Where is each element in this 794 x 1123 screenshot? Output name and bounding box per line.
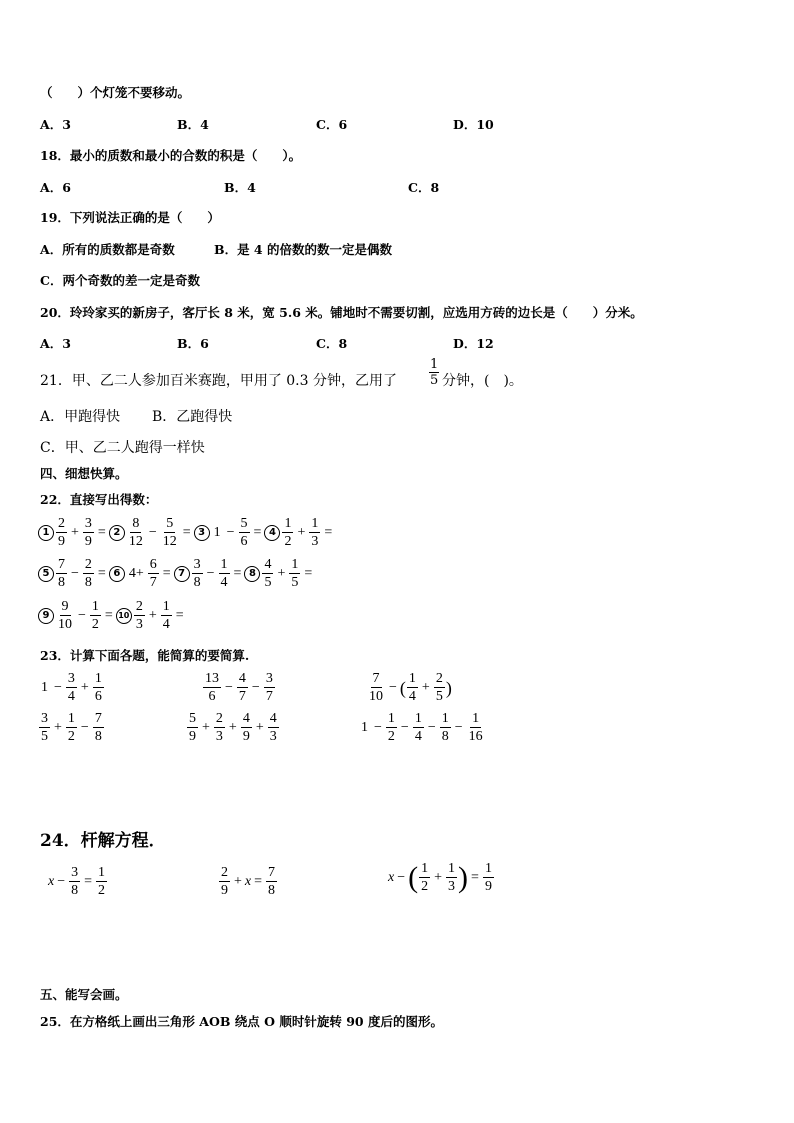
q22-label-3: 3 bbox=[194, 525, 210, 541]
q25-stem: 25．在方格纸上画出三角形 AOB 绕点 O 顺时针旋转 90 度后的图形。 bbox=[40, 1014, 443, 1029]
q17-option-b: B．4 bbox=[177, 117, 209, 132]
q18-option-b: B．4 bbox=[224, 180, 256, 195]
fraction: $\frac{6}{7}$ bbox=[149, 557, 157, 590]
q18-option-a: A．6 bbox=[40, 180, 71, 195]
q21-option-b: B．乙跑得快 bbox=[152, 409, 233, 425]
fraction: $\frac{5}{12}$ bbox=[162, 516, 177, 549]
q19-option-c: C．两个奇数的差一定是奇数 bbox=[40, 273, 200, 288]
q23-expr-3: $\frac{7}{10}$ − ( $\frac{1}{4}$ + $\frac{2}{5}$ ) bbox=[369, 671, 452, 704]
fraction: $\frac{1}{4}$ bbox=[162, 599, 170, 632]
q22-label-7: 7 bbox=[174, 566, 190, 582]
fraction: $\frac{1}{3}$ bbox=[311, 516, 319, 549]
fraction: $\frac{1}{2}$ bbox=[284, 516, 292, 549]
fraction: $\frac{1}{2}$ bbox=[91, 599, 99, 632]
q22-label-1: 1 bbox=[38, 525, 54, 541]
q24-equation-3: x − ( $\frac{1}{2}$ + $\frac{1}{3}$ ) = $\frac{1}{9}$ bbox=[388, 861, 492, 894]
fraction: $\frac{1}{5}$ bbox=[291, 557, 299, 590]
q18-option-c: C．8 bbox=[408, 180, 440, 195]
fraction: $\frac{2}{9}$ bbox=[58, 516, 65, 549]
q22-row-2: 5 $\frac{7}{8}$ − $\frac{2}{8}$ = 6 4+ $\frac{6}{7}$ = 7 $\frac{3}{8}$ − $\frac{1}{4}$ = 8 $\frac{4}{5}$ + $\frac{1}{5}$ = bbox=[38, 558, 315, 590]
fraction: $\frac{8}{12}$ bbox=[128, 516, 143, 549]
q22-stem: 22．直接写出得数： bbox=[40, 492, 158, 507]
q19-option-a: A．所有的质数都是奇数 bbox=[40, 242, 175, 257]
q21-option-c: C．甲、乙二人跑得一样快 bbox=[40, 440, 205, 456]
q22-label-6: 6 bbox=[109, 566, 125, 582]
q23-expr-2: $\frac{13}{6}$ − $\frac{4}{7}$ − $\frac{3}{7}$ bbox=[205, 671, 273, 704]
q23-expr-5: $\frac{5}{9}$ + $\frac{2}{3}$ + $\frac{4}{9}$ + $\frac{4}{3}$ bbox=[189, 711, 277, 744]
fraction: $\frac{3}{9}$ bbox=[84, 516, 92, 549]
q23-stem: 23．计算下面各题，能简算的要简算. bbox=[40, 648, 250, 663]
q22-label-2: 2 bbox=[109, 525, 125, 541]
q19-option-b: B．是 4 的倍数的数一定是偶数 bbox=[214, 242, 392, 257]
q22-label-5: 5 bbox=[38, 566, 54, 582]
fraction: $\frac{7}{8}$ bbox=[58, 557, 65, 590]
q17-option-a: A．3 bbox=[40, 117, 71, 132]
q22-label-9: 9 bbox=[38, 608, 54, 624]
q23-expr-1: 1 − $\frac{3}{4}$ + $\frac{1}{6}$ bbox=[41, 671, 102, 704]
fraction: $\frac{4}{5}$ bbox=[264, 557, 272, 590]
q19-stem: 19．下列说法正确的是（ ） bbox=[40, 210, 220, 225]
q21-frac-num: 1 bbox=[430, 357, 439, 372]
fraction: $\frac{1}{4}$ bbox=[220, 557, 228, 590]
q20-option-b: B．6 bbox=[177, 336, 209, 351]
q22-row-3: 9 $\frac{9}{10}$ − $\frac{1}{2}$ = 10 $\frac{2}{3}$ + $\frac{1}{4}$ = bbox=[38, 600, 187, 632]
q22-label-8: 8 bbox=[244, 566, 260, 582]
fraction: $\frac{2}{3}$ bbox=[135, 599, 143, 632]
fraction: $\frac{9}{10}$ bbox=[58, 599, 72, 632]
q23-expr-6: 1 − $\frac{1}{2}$ − $\frac{1}{4}$ − $\frac{1}{8}$ − $\frac{1}{16}$ bbox=[361, 711, 483, 744]
q17-option-d: D．10 bbox=[453, 117, 494, 132]
fraction: $\frac{2}{8}$ bbox=[84, 557, 92, 590]
q22-label-10: 10 bbox=[116, 608, 132, 624]
q22-row-1: 1 $\frac{2}{9}$ + $\frac{3}{9}$ = 2 $\frac{8}{12}$ − $\frac{5}{12}$ = 3 1 − $\frac{5}{6}$ = 4 $\frac{1}{2}$ + $\frac{1}{3}$ = bbox=[38, 517, 335, 549]
q20-option-a: A．3 bbox=[40, 336, 71, 351]
q21-frac-den: 5 bbox=[430, 373, 439, 388]
q21-stem-b: 分钟，( )。 bbox=[442, 373, 523, 389]
q20-stem: 20．玲玲家买的新房子，客厅长 8 米，宽 5.6 米。铺地时不需要切割，应选用方砖的边长是（ ）分米。 bbox=[40, 305, 643, 320]
q23-expr-4: $\frac{3}{5}$ + $\frac{1}{2}$ − $\frac{7}{8}$ bbox=[41, 711, 102, 744]
q21-option-a: A．甲跑得快 bbox=[40, 409, 121, 425]
section-4-heading: 四、细想快算。 bbox=[40, 466, 128, 481]
section-5-heading: 五、能写会画。 bbox=[40, 987, 128, 1002]
q17-option-c: C．6 bbox=[316, 117, 348, 132]
q17-stem-tail: （ ）个灯笼不要移动。 bbox=[40, 85, 191, 100]
q24-equation-1: x − $\frac{3}{8}$ = $\frac{1}{2}$ bbox=[48, 865, 106, 898]
q20-option-d: D．12 bbox=[453, 336, 494, 351]
q18-stem: 18．最小的质数和最小的合数的积是（ ）。 bbox=[40, 148, 302, 163]
q20-option-c: C．8 bbox=[316, 336, 348, 351]
q22-label-4: 4 bbox=[264, 525, 280, 541]
q24-equation-2: $\frac{2}{9}$ + x = $\frac{7}{8}$ bbox=[221, 865, 276, 898]
fraction: $\frac{3}{8}$ bbox=[193, 557, 201, 590]
q21-stem-a: 21．甲、乙二人参加百米赛跑，甲用了 0.3 分钟，乙用了 bbox=[40, 373, 397, 389]
fraction: $\frac{5}{6}$ bbox=[240, 516, 248, 549]
q24-stem: 24．杆解方程． bbox=[40, 831, 166, 851]
q21-fraction bbox=[429, 358, 439, 387]
